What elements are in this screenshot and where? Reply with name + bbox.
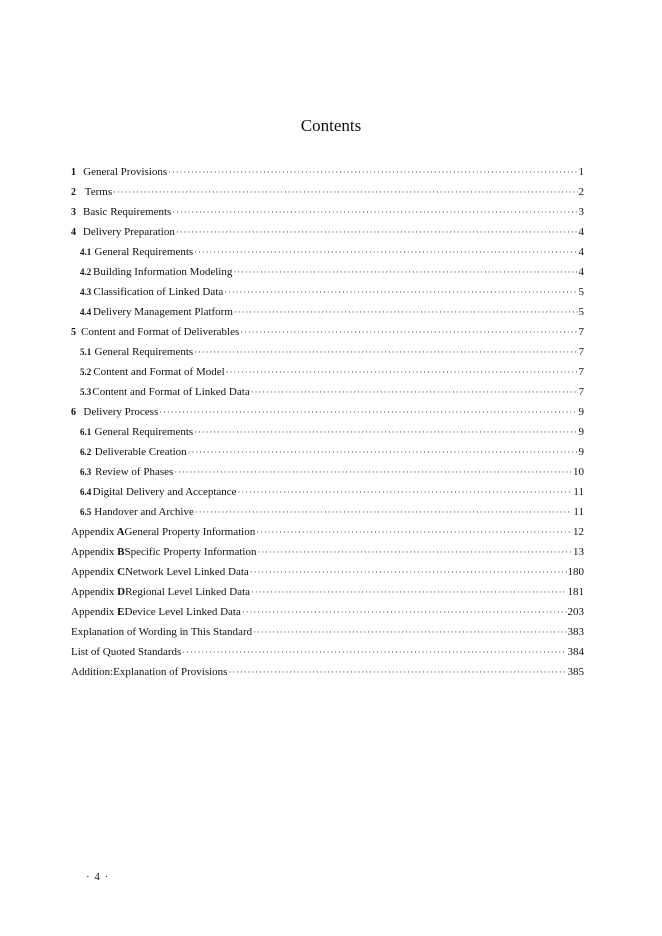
toc-page: 11 bbox=[573, 506, 584, 518]
toc-page: 2 bbox=[578, 186, 584, 198]
toc-page: 7 bbox=[578, 326, 584, 338]
leader-dots bbox=[240, 322, 577, 342]
toc-number: 3 bbox=[71, 207, 76, 218]
toc-entry-4[interactable] bbox=[71, 222, 584, 242]
toc-number: 6.4 bbox=[80, 487, 92, 497]
toc-entry-4-2[interactable] bbox=[71, 262, 584, 282]
toc-entry-5-3[interactable] bbox=[71, 382, 584, 402]
table-of-contents bbox=[71, 162, 584, 682]
leader-dots bbox=[195, 502, 573, 522]
toc-title: Network Level Linked Data bbox=[125, 566, 249, 578]
toc-page: 385 bbox=[567, 666, 584, 678]
toc-title: Handover and Archive bbox=[94, 506, 194, 518]
leader-dots bbox=[159, 402, 577, 422]
toc-title: List of Quoted Standards bbox=[71, 646, 182, 658]
toc-title: Explanation of Wording in This Standard bbox=[71, 626, 253, 638]
toc-entry-3[interactable] bbox=[71, 202, 584, 222]
toc-title: Delivery Management Platform bbox=[93, 306, 233, 318]
toc-entry-appendix-b[interactable] bbox=[71, 542, 584, 562]
appendix-prefix: Appendix bbox=[71, 546, 115, 558]
page-number: · 4 · bbox=[86, 871, 110, 883]
toc-page: 180 bbox=[567, 566, 584, 578]
toc-number: 4 bbox=[71, 227, 76, 238]
leader-dots bbox=[188, 442, 578, 462]
leader-dots bbox=[233, 262, 577, 282]
toc-number: 5.3 bbox=[80, 387, 92, 397]
leader-dots bbox=[194, 342, 577, 362]
toc-page: 3 bbox=[578, 206, 584, 218]
appendix-prefix: Appendix bbox=[71, 586, 115, 598]
appendix-prefix: Appendix bbox=[71, 566, 115, 578]
toc-number: 1 bbox=[71, 167, 76, 178]
toc-entry-appendix-a[interactable] bbox=[71, 522, 584, 542]
toc-title: Terms bbox=[84, 186, 113, 198]
toc-title: Delivery Process bbox=[83, 406, 159, 418]
toc-entry-6[interactable] bbox=[71, 402, 584, 422]
toc-entry-6-3[interactable] bbox=[71, 462, 584, 482]
leader-dots bbox=[257, 542, 572, 562]
toc-number: 4.2 bbox=[80, 267, 92, 277]
toc-title: General Requirements bbox=[94, 246, 194, 258]
toc-entry-appendix-c[interactable] bbox=[71, 562, 584, 582]
toc-number: 4.3 bbox=[80, 287, 92, 297]
toc-appendix-label bbox=[71, 542, 124, 562]
toc-page: 9 bbox=[578, 426, 584, 438]
toc-entry-appendix-e[interactable] bbox=[71, 602, 584, 622]
toc-appendix-label bbox=[71, 522, 125, 542]
toc-entry-5-1[interactable] bbox=[71, 342, 584, 362]
toc-page: 181 bbox=[567, 586, 584, 598]
toc-number: 6.1 bbox=[80, 427, 92, 437]
toc-number: 5 bbox=[71, 327, 76, 338]
toc-number: 6.2 bbox=[80, 447, 92, 457]
toc-number: 6.5 bbox=[80, 507, 92, 517]
leader-dots bbox=[228, 662, 566, 682]
toc-page: 384 bbox=[567, 646, 584, 658]
toc-number: 4.1 bbox=[80, 247, 92, 257]
leader-dots bbox=[113, 182, 577, 202]
toc-number: 6.3 bbox=[80, 467, 92, 477]
toc-entry-5[interactable] bbox=[71, 322, 584, 342]
toc-number: 6 bbox=[71, 407, 76, 418]
toc-page: 5 bbox=[578, 286, 584, 298]
toc-title: Addition:Explanation of Provisions bbox=[71, 666, 228, 678]
toc-page: 5 bbox=[578, 306, 584, 318]
leader-dots bbox=[226, 362, 578, 382]
leader-dots bbox=[250, 562, 567, 582]
toc-title: Digital Delivery and Acceptance bbox=[92, 486, 237, 498]
toc-page: 4 bbox=[578, 226, 584, 238]
toc-page: 12 bbox=[573, 526, 584, 538]
appendix-letter: D bbox=[117, 586, 126, 598]
leader-dots bbox=[194, 422, 577, 442]
toc-entry-6-5[interactable] bbox=[71, 502, 584, 522]
appendix-letter: E bbox=[117, 606, 125, 618]
toc-appendix-label bbox=[71, 582, 125, 602]
toc-entry-appendix-d[interactable] bbox=[71, 582, 584, 602]
appendix-letter: C bbox=[117, 566, 126, 578]
toc-title: Classification of Linked Data bbox=[93, 286, 224, 298]
leader-dots bbox=[253, 622, 566, 642]
toc-number: 4.4 bbox=[80, 307, 92, 317]
leader-dots bbox=[224, 282, 577, 302]
toc-number: 5.1 bbox=[80, 347, 92, 357]
toc-entry-4-4[interactable] bbox=[71, 302, 584, 322]
toc-number: 2 bbox=[71, 187, 76, 198]
toc-title: Review of Phases bbox=[95, 466, 174, 478]
toc-page: 1 bbox=[578, 166, 584, 178]
toc-entry-explanation-of-provisions[interactable] bbox=[71, 662, 584, 682]
leader-dots bbox=[174, 462, 572, 482]
toc-title: Content and Format of Linked Data bbox=[92, 386, 250, 398]
toc-page: 7 bbox=[578, 346, 584, 358]
toc-page: 203 bbox=[567, 606, 584, 618]
toc-title: Basic Requirements bbox=[83, 206, 172, 218]
appendix-letter: B bbox=[117, 546, 125, 558]
toc-entry-6-1[interactable] bbox=[71, 422, 584, 442]
toc-title: General Requirements bbox=[94, 426, 194, 438]
leader-dots bbox=[238, 482, 573, 502]
toc-title: Content and Format of Model bbox=[93, 366, 225, 378]
toc-page: 7 bbox=[578, 386, 584, 398]
toc-title: General Provisions bbox=[83, 166, 168, 178]
leader-dots bbox=[256, 522, 572, 542]
toc-entry-quoted-standards[interactable] bbox=[71, 642, 584, 662]
toc-page: 4 bbox=[578, 246, 584, 258]
leader-dots bbox=[172, 202, 577, 222]
toc-page: 7 bbox=[578, 366, 584, 378]
toc-title: Content and Format of Deliverables bbox=[81, 326, 240, 338]
leader-dots bbox=[176, 222, 578, 242]
toc-page: 9 bbox=[578, 406, 584, 418]
toc-title: Specific Property Information bbox=[124, 546, 257, 558]
toc-entry-6-4[interactable] bbox=[71, 482, 584, 502]
leader-dots bbox=[194, 242, 577, 262]
toc-title: Building Information Modeling bbox=[93, 266, 233, 278]
leader-dots bbox=[251, 382, 578, 402]
toc-page: 383 bbox=[567, 626, 584, 638]
toc-page: 13 bbox=[573, 546, 584, 558]
appendix-prefix: Appendix bbox=[71, 526, 115, 538]
toc-page: 4 bbox=[578, 266, 584, 278]
page-title: Contents bbox=[300, 116, 362, 135]
leader-dots bbox=[251, 582, 566, 602]
toc-page: 9 bbox=[578, 446, 584, 458]
toc-appendix-label bbox=[71, 562, 125, 582]
leader-dots bbox=[242, 602, 567, 622]
toc-title: General Property Information bbox=[124, 526, 256, 538]
toc-entry-4-3[interactable] bbox=[71, 282, 584, 302]
toc-title: Deliverable Creation bbox=[94, 446, 187, 458]
toc-page: 10 bbox=[573, 466, 584, 478]
leader-dots bbox=[182, 642, 566, 662]
toc-entry-explanation-of-wording[interactable] bbox=[71, 622, 584, 642]
leader-dots bbox=[234, 302, 578, 322]
leader-dots bbox=[168, 162, 577, 182]
toc-entry-2[interactable] bbox=[71, 182, 584, 202]
toc-entry-5-2[interactable] bbox=[71, 362, 584, 382]
toc-appendix-label bbox=[71, 602, 124, 622]
toc-entry-1[interactable] bbox=[71, 162, 584, 182]
toc-title: Delivery Preparation bbox=[82, 226, 175, 238]
toc-entry-6-2[interactable] bbox=[71, 442, 584, 462]
appendix-prefix: Appendix bbox=[71, 606, 115, 618]
toc-page: 11 bbox=[573, 486, 584, 498]
toc-title: Regional Level Linked Data bbox=[125, 586, 251, 598]
toc-entry-4-1[interactable] bbox=[71, 242, 584, 262]
appendix-letter: A bbox=[116, 526, 125, 538]
toc-title: Device Level Linked Data bbox=[124, 606, 241, 618]
toc-number: 5.2 bbox=[80, 367, 92, 377]
toc-title: General Requirements bbox=[94, 346, 194, 358]
